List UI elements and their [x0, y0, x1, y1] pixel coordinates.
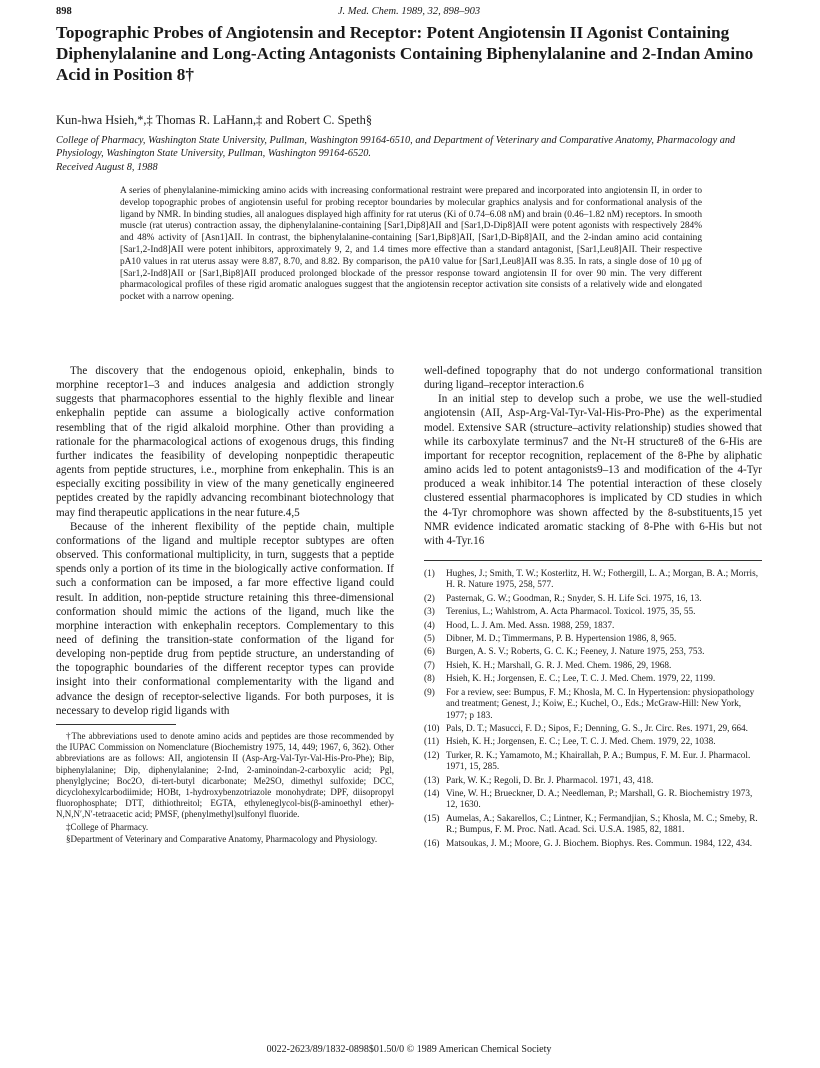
- author-list: Kun-hwa Hsieh,*,‡ Thomas R. LaHann,‡ and Robert C. Speth§: [56, 113, 373, 127]
- reference-item: [424, 688, 762, 722]
- body-paragraph: well-defined topography that do not undergo conformational transition during ligand–receptor interaction.6: [424, 365, 762, 392]
- reference-item: [424, 594, 762, 605]
- reference-number: (10): [424, 723, 440, 734]
- reference-number: (6): [424, 647, 435, 658]
- reference-item: [424, 751, 762, 774]
- reference-item: [424, 737, 762, 748]
- reference-number: (5): [424, 634, 435, 645]
- body-paragraph: Because of the inherent flexibility of the peptide chain, multiple conformations of the ligand and multiple receptor subtypes are often observed. This conformational multiplicity, in turn, suggests that a peptide spends only a portion of its time in the biologically active conformation. If such a conformation can be imposed, a far more effective ligand could result. In addition, non-peptide structure retaining this three-dimensional conformation should mimic the actions of the ligand, much like the morphine interaction with enkephalin receptors. Complementary to this need of defining the transition-state conformation of the ligand for developing non-peptide drug from peptide structure, an understanding of the topographic boundaries of the different receptor types can provide insight into their conformational complementarity with the ligand and advance the design of receptor-selective ligands. For both purposes, it is necessary to develop rigid ligands with: [56, 520, 394, 717]
- references-divider: [424, 560, 762, 561]
- reference-text: Hood, L. J. Am. Med. Assn. 1988, 259, 1837.: [446, 620, 615, 631]
- reference-text: Matsoukas, J. M.; Moore, G. J. Biochem. Biophys. Res. Commun. 1984, 122, 434.: [446, 838, 753, 849]
- received-date: Received August 8, 1988: [56, 161, 158, 173]
- reference-item: [424, 789, 762, 812]
- reference-item: [424, 776, 762, 787]
- reference-text: Vine, W. H.; Brueckner, D. A.; Needleman, P.; Marshall, G. R. Biochemistry 1973, 12, 1630.: [446, 788, 753, 811]
- reference-number: (15): [424, 813, 440, 824]
- reference-text: Pals, D. T.; Masucci, F. D.; Sipos, F.; Denning, G. S., Jr. Circ. Res. 1971, 29, 664.: [446, 723, 748, 734]
- reference-text: Turker, R. K.; Yamamoto, M.; Khairallah, P. A.; Bumpus, F. M. Eur. J. Pharmacol. 1971, 15, 285.: [446, 750, 751, 773]
- reference-item: [424, 634, 762, 645]
- reference-text: Pasternak, G. W.; Goodman, R.; Snyder, S. H. Life Sci. 1975, 16, 13.: [446, 593, 702, 604]
- right-body: [424, 364, 762, 548]
- reference-number: (14): [424, 788, 440, 799]
- reference-number: (3): [424, 607, 435, 618]
- page-number: 898: [56, 6, 72, 17]
- left-column: [56, 364, 394, 846]
- right-column: [424, 364, 762, 852]
- reference-text: Terenius, L.; Wahlstrom, A. Acta Pharmacol. Toxicol. 1975, 35, 55.: [446, 607, 696, 618]
- reference-list: [424, 569, 762, 850]
- reference-number: (12): [424, 750, 440, 761]
- reference-text: For a review, see: Bumpus, F. M.; Khosla, M. C. In Hypertension: physiopathology and treatment; Genest, J.; Koiw, E.; Kuchel, O., Eds.; McGraw-Hill: New York, 1977; p 183.: [446, 687, 755, 721]
- reference-number: (13): [424, 775, 440, 786]
- reference-item: [424, 724, 762, 735]
- abstract: A series of phenylalanine-mimicking amino acids with increasing conformational restraint were prepared and incorporated into angiotensin II, in order to develop topographic probes of angiotensin useful for probing receptor boundaries by molecular graphics analysis and for conformational analysis of the ligand by NMR. In binding studies, all analogues displayed high affinity for rat uterus (Ki of 0.74–6.08 nM) and brain (0.46–1.82 nM) receptors. In smooth muscle (rat uterus) contraction assay, the diphenylalanine-containing [Sar1,Dip8]AII and [Sar1,D-Dip8]AII were potent agonists with respectively 284% and 48% activity of [Asn1]AII. In contrast, the biphenylalanine-containing [Sar1,Bip8]AII, [Sar1,D-Bip8]AII, and the 2-indan amino acid containing [Sar1,2-Ind8]AII were potent inhibitors, approximately 9, 2, and 1.4 times more effective than a standard antagonist, [Sar1,Leu8]AII. Their respective pA10 values in rat uterus assay were 8.87, 8.70, and 8.82. By comparison, the pA10 value for [Sar1,Leu8]AII was 8.35. In rats, a single dose of 10 μg of [Sar1,2-Ind8]AII or [Sar1,Bip8]AII produced prolonged blockade of the pressor response toward angiotensin II for over 90 min. The very different pharmacological profiles of these rigid aromatic analogues suggest that the angiotensin receptor activation site consists of a relatively wide and elongated pocket with a narrow opening.: [120, 186, 702, 303]
- body-paragraph: The discovery that the endogenous opioid, enkephalin, binds to morphine receptor1–3 and induces analgesia and addiction strongly suggests that pharmacophores essential to the highly flexible and linear enkephalin peptide can assume a biologically active conformation resembling that of the rigid alkaloid morphine. Other than providing a rationale for the pharmacological actions of exogenous drugs, this finding further indicates the feasibility of developing nonpeptidic therapeutic agents from peptide structures, i.e., morphine from enkephalin. This is an especially exciting possibility in view of the many genetically engineered peptides created by the rapidly advancing recombinant biotechnology that may find therapeutic applications in the near future.4,5: [56, 365, 394, 519]
- reference-number: (16): [424, 838, 440, 849]
- reference-item: [424, 607, 762, 618]
- reference-text: Hsieh, K. H.; Jorgensen, E. C.; Lee, T. C. J. Med. Chem. 1979, 22, 1199.: [446, 674, 716, 685]
- reference-text: Dibner, M. D.; Timmermans, P. B. Hypertension 1986, 8, 965.: [446, 634, 677, 645]
- article-title: Topographic Probes of Angiotensin and Receptor: Potent Angiotensin II Agonist Containing Diphenylalanine and Long-Acting Antagonists Containing Biphenylalanine and 2-Indan Amino Acid in Position 8†: [56, 23, 754, 84]
- reference-item: [424, 674, 762, 685]
- footnote-divider: [56, 724, 176, 725]
- reference-text: Burgen, A. S. V.; Roberts, G. C. K.; Feeney, J. Nature 1975, 253, 753.: [446, 647, 705, 658]
- reference-number: (9): [424, 687, 435, 698]
- reference-number: (4): [424, 620, 435, 631]
- reference-item: [424, 661, 762, 672]
- left-body: [56, 364, 394, 718]
- reference-item: [424, 647, 762, 658]
- body-paragraph: In an initial step to develop such a probe, we use the well-studied angiotensin (AII, Asp-Arg-Val-Tyr-Val-His-Pro-Phe) as the experimental model. Extensive SAR (structure–activity relationship) studies showed that while its carboxylate terminus7 and the Nτ-H structure8 of the 6-His are important for receptor recognition, replacement of the 8-Phe by aliphatic amino acids led to potent antagonists9–13 and modification of the 4-Tyr produced a weak inhibitor.14 The potential interaction of these closely clustered essential pharmacophores is implicated by CD studies in which the 4-Tyr chromophore was shown affected by the 8-substituents,15 yet NMR evidence indicated aromatic stacking of 8-Phe with 6-His but not with 4-Tyr.16: [424, 393, 762, 547]
- reference-text: Hughes, J.; Smith, T. W.; Kosterlitz, H. W.; Fothergill, L. A.; Morgan, B. A.; Morris, H. R. Nature 1975, 258, 577.: [446, 569, 759, 591]
- footnote: ‡College of Pharmacy.: [66, 821, 149, 832]
- running-header: [56, 6, 762, 22]
- page-footer: 0022-2623/89/1832-0898$01.50/0 © 1989 American Chemical Society: [266, 1044, 552, 1055]
- reference-item: [424, 569, 762, 592]
- reference-number: (1): [424, 569, 435, 580]
- affiliation: College of Pharmacy, Washington State University, Pullman, Washington 99164-6510, and Department of Veterinary and Comparative Anatomy, Pharmacology and Physiology, Washington State University, Pullman, Washington 99164-6520.: [56, 135, 736, 160]
- reference-text: Hsieh, K. H.; Jorgensen, E. C.; Lee, T. C. J. Med. Chem. 1979, 22, 1038.: [446, 737, 716, 748]
- reference-text: Park, W. K.; Regoli, D. Br. J. Pharmacol. 1971, 43, 418.: [446, 775, 654, 786]
- reference-number: (7): [424, 660, 435, 671]
- reference-item: [424, 839, 762, 850]
- reference-item: [424, 814, 762, 837]
- reference-number: (8): [424, 674, 435, 685]
- footnote: †The abbreviations used to denote amino acids and peptides are those recommended by the IUPAC Commission on Nomenclature (Biochemistry 1975, 14, 449; 1967, 6, 362). Other abbreviations are as follows: AII, angiotensin II (Asp-Arg-Val-Tyr-Val-His-Pro-Phe); Bip, biphenylalanine; Dip, diphenylalanine; 2-Ind, 2-aminoindan-2-carboxylic acid; Pgl, phenylglycine; Boc2O, di-tert-butyl dicarbonate; Me2SO, dimethyl sulfoxide; DCC, dicyclohexylcarbodiimide; HOBt, 1-hydroxybenzotriazole monohydrate; DPF, diisopropyl fluorophosphate; DTT, dithiothreitol; EGTA, ethyleneglycol-bis(β-aminoethyl ether)-N,N,N′,N′-tetraacetic acid; PMSF, (phenylmethyl)sulfonyl fluoride.: [56, 730, 394, 820]
- journal-citation: J. Med. Chem. 1989, 32, 898–903: [337, 6, 481, 17]
- affiliation-block: [56, 134, 762, 174]
- reference-number: (2): [424, 593, 435, 604]
- footnotes: [56, 731, 394, 845]
- reference-text: Hsieh, K. H.; Marshall, G. R. J. Med. Chem. 1986, 29, 1968.: [446, 660, 672, 671]
- reference-text: Aumelas, A.; Sakarellos, C.; Lintner, K.; Fermandjian, S.; Khosla, M. C.; Smeby, R. R.; Bumpus, F. M. Proc. Natl. Acad. Sci. U.S.A. 1985, 82, 1881.: [446, 813, 758, 836]
- footnote: §Department of Veterinary and Comparative Anatomy, Pharmacology and Physiology.: [66, 833, 378, 844]
- reference-item: [424, 621, 762, 632]
- reference-number: (11): [424, 737, 440, 748]
